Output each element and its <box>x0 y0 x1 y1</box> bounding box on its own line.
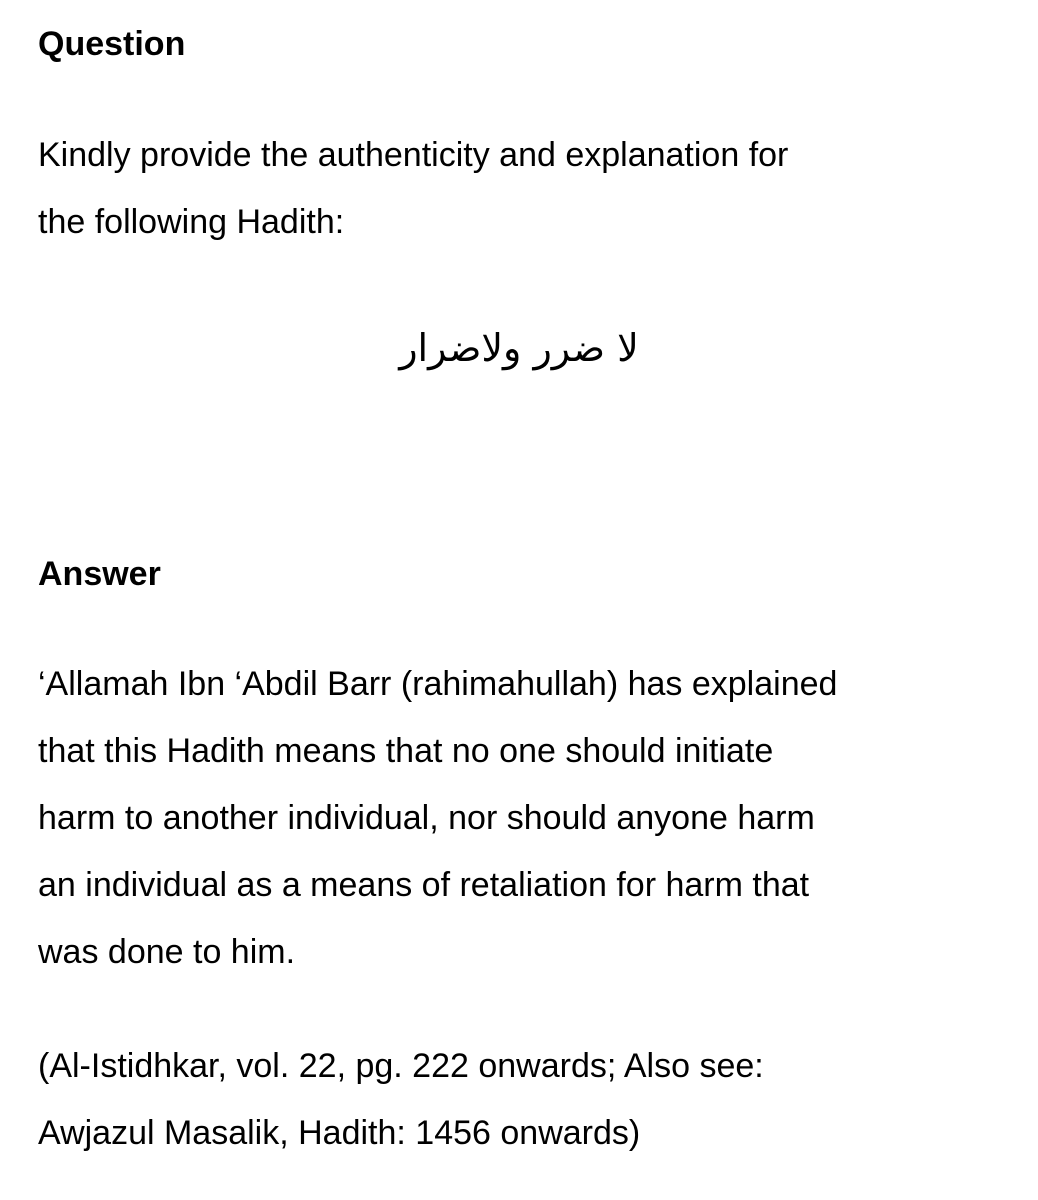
answer-line: ‘Allamah Ibn ‘Abdil Barr (rahimahullah) has explained <box>38 665 838 703</box>
reference-line: (Al-Istidhkar, vol. 22, pg. 222 onwards; Also see: <box>38 1047 764 1085</box>
reference-text <box>38 1033 1018 1167</box>
question-text <box>38 122 1018 256</box>
question-line: the following Hadith: <box>38 203 345 241</box>
answer-line: harm to another individual, nor should anyone harm <box>38 799 815 837</box>
question-heading: Question <box>38 25 186 63</box>
answer-line: that this Hadith means that no one should initiate <box>38 732 774 770</box>
reference-line: Awjazul Masalik, Hadith: 1456 onwards) <box>38 1114 641 1152</box>
answer-line: an individual as a means of retaliation for harm that <box>38 866 810 904</box>
answer-heading: Answer <box>38 555 161 593</box>
answer-text <box>38 651 1018 986</box>
answer-line: was done to him. <box>38 933 296 971</box>
hadith-arabic-text: لا ضرر ولاضرار <box>399 326 639 370</box>
question-line: Kindly provide the authenticity and explanation for <box>38 136 789 174</box>
